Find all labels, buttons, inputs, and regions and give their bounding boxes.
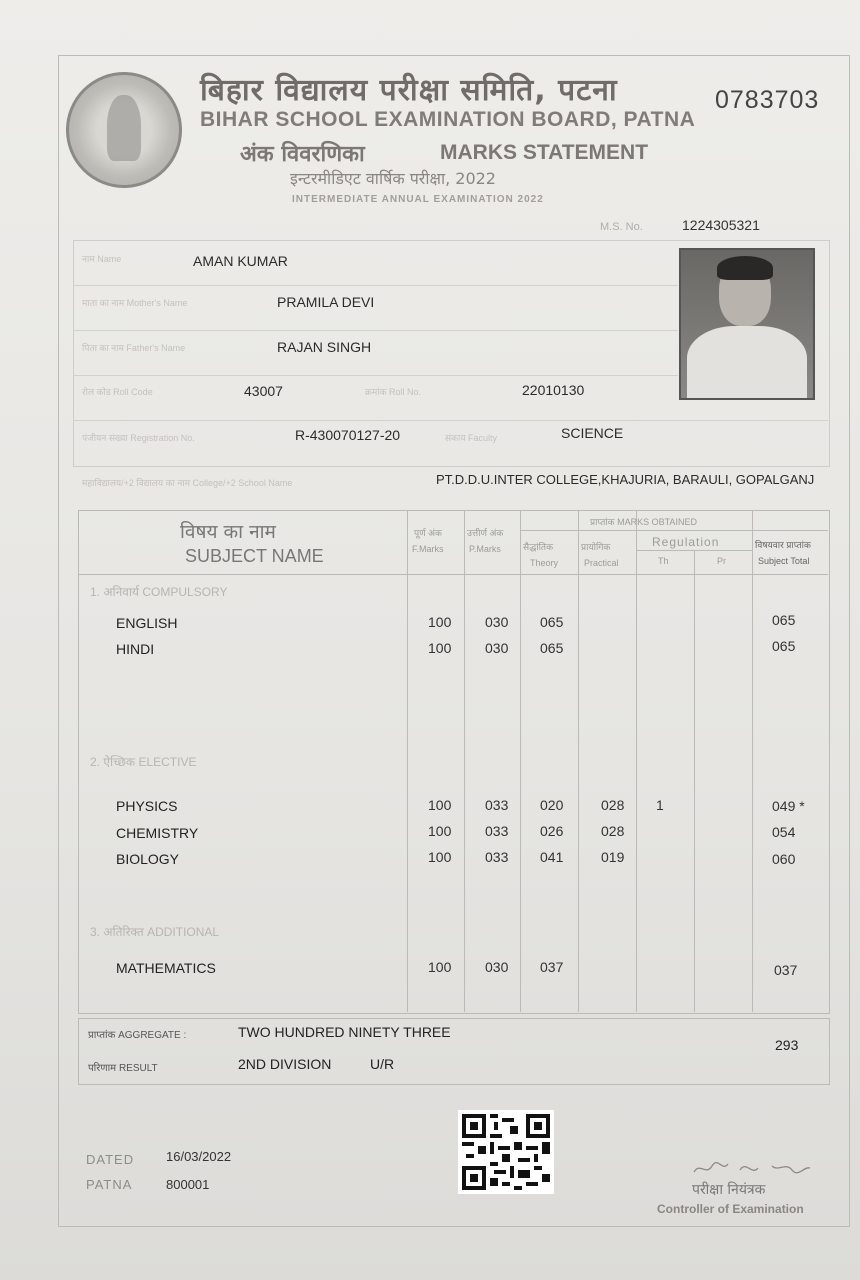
full-marks: 100 xyxy=(428,959,452,975)
pass-marks: 033 xyxy=(485,823,509,839)
full-marks: 100 xyxy=(428,614,452,630)
father-name: RAJAN SINGH xyxy=(277,339,372,355)
full-marks: 100 xyxy=(428,849,452,865)
subject-total-header: Subject Total xyxy=(758,556,810,566)
section-compulsory: 1. अनिवार्य COMPULSORY xyxy=(90,585,228,599)
theory-header: Theory xyxy=(530,558,559,568)
dated-label: DATED xyxy=(86,1152,135,1167)
practical-header-hindi: प्रायोगिक xyxy=(581,542,611,552)
result-division: 2ND DIVISION xyxy=(238,1056,332,1072)
practical-marks: 028 xyxy=(601,797,625,813)
serial-number: 0783703 xyxy=(715,86,820,114)
issue-date: 16/03/2022 xyxy=(166,1149,232,1164)
aggregate-label: प्राप्तांक AGGREGATE : xyxy=(88,1030,187,1041)
theory-marks: 065 xyxy=(540,614,564,630)
pass-marks: 033 xyxy=(485,797,509,813)
theory-marks: 037 xyxy=(540,959,564,975)
pmarks-header: P.Marks xyxy=(469,544,501,554)
faculty: SCIENCE xyxy=(561,425,624,441)
practical-header: Practical xyxy=(584,558,619,568)
ms-number-label: M.S. No. xyxy=(600,221,643,233)
roll-code-label: रोल कोड Roll Code xyxy=(82,387,153,397)
pass-marks: 030 xyxy=(485,614,509,630)
controller-title-english: Controller of Examination xyxy=(657,1202,804,1216)
theory-marks: 020 xyxy=(540,797,564,813)
roll-number-label: क्रमांक Roll No. xyxy=(365,387,422,397)
subject-header-english: SUBJECT NAME xyxy=(185,546,324,566)
candidate-name: AMAN KUMAR xyxy=(193,253,288,269)
name-label: नाम Name xyxy=(82,254,122,264)
pass-marks: 030 xyxy=(485,959,509,975)
registration-number: R-430070127-20 xyxy=(295,427,401,443)
marks-obtained-header: प्राप्तांक MARKS OBTAINED xyxy=(590,517,697,527)
practical-marks: 028 xyxy=(601,823,625,839)
exam-name-english: INTERMEDIATE ANNUAL EXAMINATION 2022 xyxy=(292,194,544,205)
regulation-header: Regulation xyxy=(652,535,720,549)
aggregate-total: 293 xyxy=(775,1037,799,1053)
roll-code: 43007 xyxy=(244,383,283,399)
subject-name: MATHEMATICS xyxy=(116,960,216,976)
pin-code: 800001 xyxy=(166,1177,210,1192)
full-marks: 100 xyxy=(428,797,452,813)
theory-header-hindi: सैद्धांतिक xyxy=(523,542,553,552)
roll-number: 22010130 xyxy=(522,382,585,398)
theory-marks: 026 xyxy=(540,823,564,839)
controller-signature xyxy=(692,1158,812,1178)
aggregate-box xyxy=(78,1018,830,1085)
pass-marks: 030 xyxy=(485,640,509,656)
controller-title-hindi: परीक्षा नियंत्रक xyxy=(692,1182,766,1198)
section-additional: 3. अतिरिक्त ADDITIONAL xyxy=(90,925,220,939)
theory-marks: 041 xyxy=(540,849,564,865)
pmarks-header-hindi: उत्तीर्ण अंक xyxy=(467,528,504,538)
subject-total-header-hindi: विषयवार प्राप्तांक xyxy=(755,540,811,550)
pass-marks: 033 xyxy=(485,849,509,865)
subject-total: 060 xyxy=(772,851,796,867)
place-label: PATNA xyxy=(86,1177,133,1192)
subject-total: 065 xyxy=(772,638,796,654)
statement-title-english: MARKS STATEMENT xyxy=(440,141,649,164)
board-name-english: BIHAR SCHOOL EXAMINATION BOARD, PATNA xyxy=(200,108,696,131)
aggregate-words: TWO HUNDRED NINETY THREE xyxy=(238,1024,451,1040)
result-label: परिणाम RESULT xyxy=(88,1063,158,1074)
section-elective: 2. ऐच्छिक ELECTIVE xyxy=(90,755,197,769)
mother-name: PRAMILA DEVI xyxy=(277,294,375,310)
candidate-photo xyxy=(679,248,815,400)
mother-name-label: माता का नाम Mother's Name xyxy=(82,298,188,308)
subject-total: 054 xyxy=(772,824,796,840)
faculty-label: संकाय Faculty xyxy=(445,433,498,443)
subject-total: 037 xyxy=(774,962,798,978)
regulation-theory: 1 xyxy=(656,797,664,813)
college-label: महाविद्यालय/+2 विद्यालय का नाम College/+2 School Name xyxy=(82,478,293,488)
college-name: PT.D.D.U.INTER COLLEGE,KHAJURIA, BARAULI, GOPALGANJ xyxy=(436,472,815,487)
full-marks: 100 xyxy=(428,823,452,839)
subject-name: ENGLISH xyxy=(116,615,178,631)
father-name-label: पिता का नाम Father's Name xyxy=(82,343,186,353)
qr-code xyxy=(458,1110,554,1194)
fmarks-header: F.Marks xyxy=(412,544,444,554)
regulation-pr-header: Pr xyxy=(717,556,726,566)
board-seal-logo xyxy=(66,72,182,188)
subject-name: CHEMISTRY xyxy=(116,825,199,841)
theory-marks: 065 xyxy=(540,640,564,656)
subject-name: PHYSICS xyxy=(116,798,178,814)
exam-name-hindi: इन्टरमीडिएट वार्षिक परीक्षा, 2022 xyxy=(290,169,496,188)
subject-header-hindi: विषय का नाम xyxy=(180,521,276,543)
fmarks-header-hindi: पूर्ण अंक xyxy=(414,528,442,538)
statement-title-hindi: अंक विवरणिका xyxy=(240,142,365,167)
result-category: U/R xyxy=(370,1056,395,1072)
board-name-hindi: बिहार विद्यालय परीक्षा समिति, पटना xyxy=(200,73,618,108)
subject-name: BIOLOGY xyxy=(116,851,180,867)
subject-name: HINDI xyxy=(116,641,155,657)
regulation-th-header: Th xyxy=(658,556,669,566)
subject-total: 065 xyxy=(772,612,796,628)
registration-label: पंजीयन संख्या Registration No. xyxy=(82,433,195,443)
subject-total: 049 * xyxy=(772,798,805,814)
practical-marks: 019 xyxy=(601,849,625,865)
ms-number: 1224305321 xyxy=(682,217,760,233)
full-marks: 100 xyxy=(428,640,452,656)
